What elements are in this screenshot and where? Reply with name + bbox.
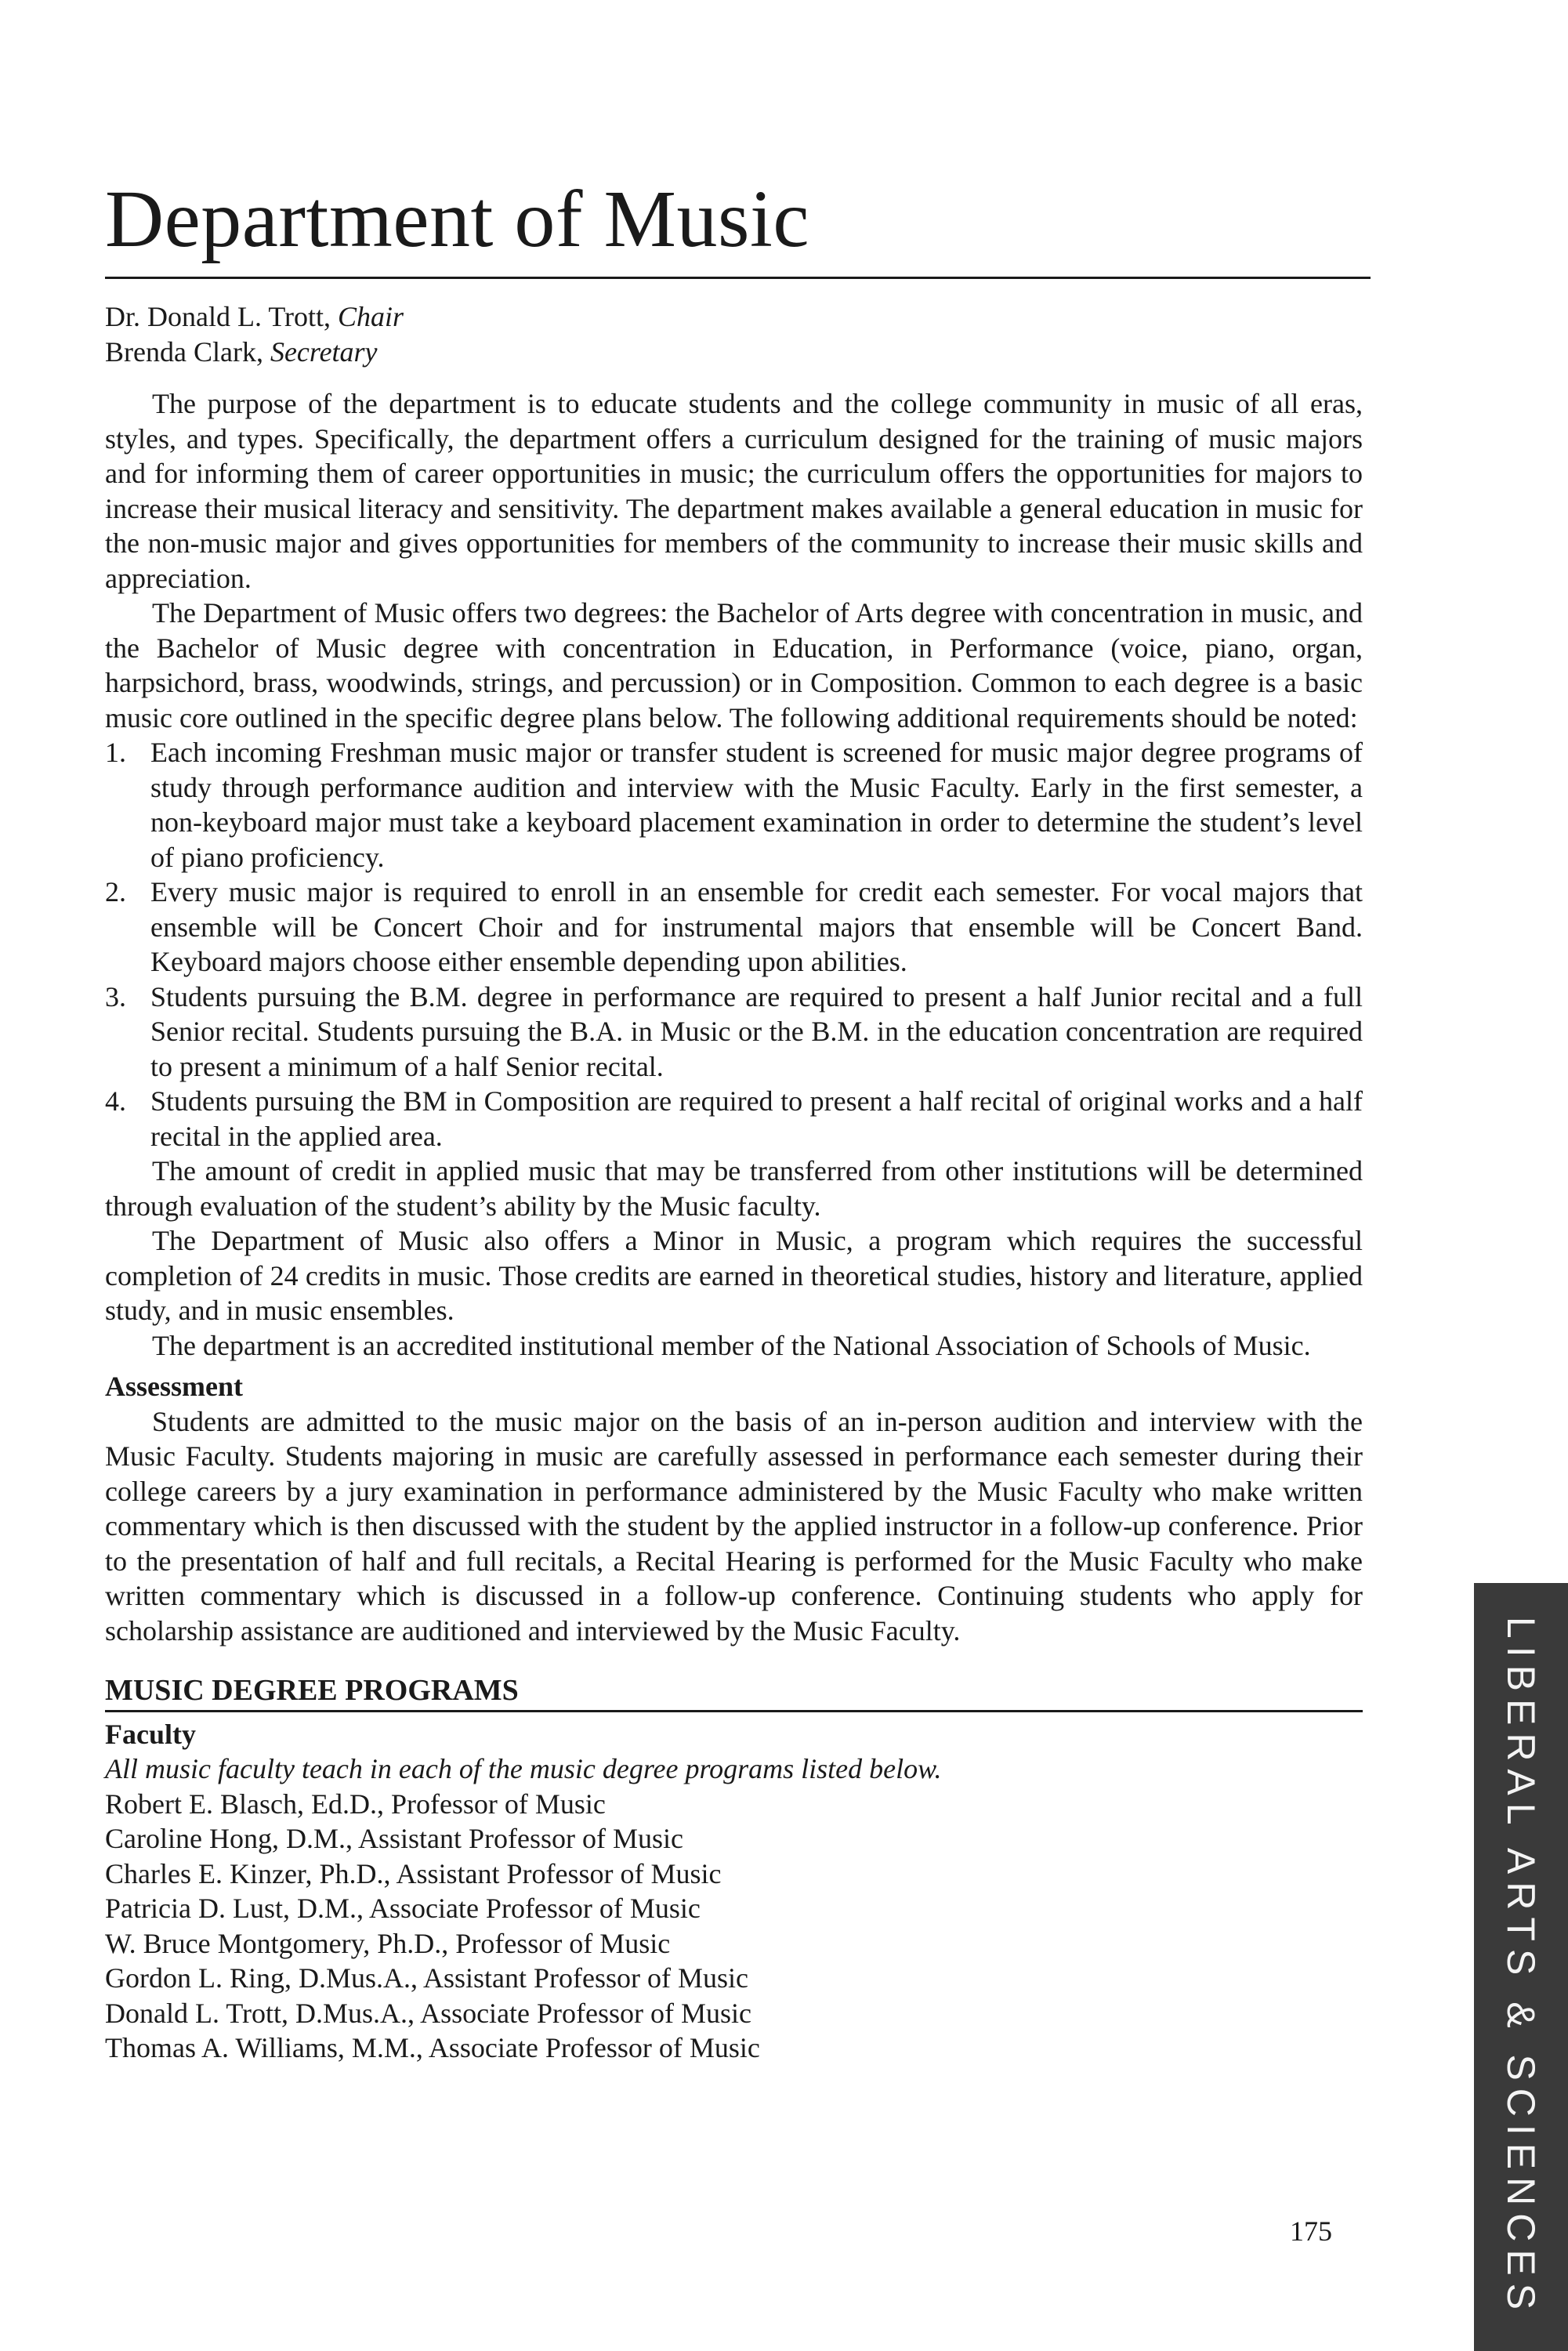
- requirement-item: [105, 875, 1363, 980]
- requirement-text: Students pursuing the BM in Composition are required to present a half recital of original works and a half recital in the applied area.: [150, 1085, 1363, 1152]
- faculty-member: Gordon L. Ring, D.Mus.A., Assistant Professor of Music: [105, 1962, 749, 1994]
- main-content: [105, 299, 1363, 2066]
- degree-programs-heading: MUSIC DEGREE PROGRAMS: [105, 1673, 1363, 1712]
- faculty-heading: Faculty: [105, 1718, 196, 1750]
- requirement-item: [105, 1084, 1363, 1154]
- requirement-number: 4.: [105, 1085, 126, 1117]
- requirement-item: [105, 980, 1363, 1085]
- assessment-paragraph: Students are admitted to the music major on the basis of an in-person audition and interview with the Music Faculty. Students majoring in music are carefully assessed in performance each semester during their college careers by a jury examination in performance administered by the Music Faculty who make written commentary which is then discussed with the student by the applied instructor in a follow-up conference. Prior to the presentation of half and full recitals, a Recital Hearing is performed for the Music Faculty who make written commentary which is discussed in a follow-up conference. Continuing students who apply for scholarship assistance are auditioned and interviewed by the Music Faculty.: [105, 1405, 1363, 1646]
- accreditation-paragraph: The department is an accredited institutional member of the National Association of Schools of Music.: [152, 1329, 1311, 1361]
- staff-chair: [105, 299, 1363, 335]
- staff-chair-role: Chair: [338, 301, 404, 332]
- side-tab-label: LIBERAL ARTS & SCIENCES: [1499, 1616, 1543, 2318]
- staff-secretary: [105, 335, 1363, 370]
- faculty-member: Charles E. Kinzer, Ph.D., Assistant Professor of Music: [105, 1857, 722, 1889]
- requirement-item: [105, 735, 1363, 875]
- faculty-member: Robert E. Blasch, Ed.D., Professor of Music: [105, 1788, 606, 1820]
- requirement-number: 3.: [105, 980, 126, 1012]
- faculty-member: W. Bruce Montgomery, Ph.D., Professor of Music: [105, 1927, 671, 1959]
- requirement-text: Students pursuing the B.M. degree in performance are required to present a half Junior recital and a full Senior recital. Students pursuing the B.A. in Music or the B.M. in the education concentration are required to present a minimum of a half Senior recital.: [150, 980, 1363, 1082]
- staff-secretary-role: Secretary: [270, 335, 378, 368]
- requirements-list: [105, 735, 1363, 1154]
- faculty-member: Thomas A. Williams, M.M., Associate Professor of Music: [105, 2032, 760, 2063]
- requirement-number: 1.: [105, 737, 126, 768]
- page-number: 175: [1290, 2215, 1332, 2247]
- faculty-member: Patricia D. Lust, D.M., Associate Professor of Music: [105, 1893, 701, 1924]
- page-title: Department of Music: [105, 174, 810, 264]
- faculty-member: Caroline Hong, D.M., Assistant Professor of Music: [105, 1823, 683, 1854]
- requirement-number: 2.: [105, 876, 126, 907]
- staff-secretary-name: Brenda Clark,: [105, 335, 270, 368]
- intro-paragraph-degrees: The Department of Music offers two degrees: the Bachelor of Arts degree with concentration in music, and the Bachelor of Music degree with concentration in Education, in Performance (voice, piano, organ, harpsichord, brass, woodwinds, strings, and percussion) or in Composition. Common to each degree is a basic music core outlined in the specific degree plans below. The following additional requirements should be noted:: [105, 597, 1363, 734]
- title-rule: [105, 277, 1371, 279]
- intro-paragraph-purpose: The purpose of the department is to educate students and the college community in music of all eras, styles, and types. Specifically, the department offers a curriculum designed for the training of music majors and for informing them of career opportunities in music; the curriculum offers the opportunities for majors to increase their musical literacy and sensitivity. The department makes available a general education in music for the non-music major and gives opportunities for members of the community to increase their music skills and appreciation.: [105, 388, 1363, 594]
- transfer-credit-paragraph: The amount of credit in applied music that may be transferred from other institutions will be determined through evaluation of the student’s ability by the Music faculty.: [105, 1155, 1363, 1222]
- faculty-note: All music faculty teach in each of the music degree programs listed below.: [105, 1753, 942, 1784]
- assessment-heading: Assessment: [105, 1371, 243, 1402]
- minor-paragraph: The Department of Music also offers a Minor in Music, a program which requires the successful completion of 24 credits in music. Those credits are earned in theoretical studies, history and literature, applied study, and in music ensembles.: [105, 1225, 1363, 1326]
- staff-chair-name: Dr. Donald L. Trott,: [105, 301, 339, 332]
- section-side-tab: [1474, 1583, 1568, 2351]
- requirement-text: Each incoming Freshman music major or transfer student is screened for music major degree programs of study through performance audition and interview with the Music Faculty. Early in the first semester, a non-keyboard major must take a keyboard placement examination in order to determine the student’s level of piano proficiency.: [150, 737, 1363, 873]
- requirement-text: Every music major is required to enroll in an ensemble for credit each semester. For vocal majors that ensemble will be Concert Choir and for instrumental majors that ensemble will be Concert Band. Keyboard majors choose either ensemble depending upon abilities.: [150, 876, 1363, 977]
- faculty-member: Donald L. Trott, D.Mus.A., Associate Professor of Music: [105, 1997, 751, 2029]
- faculty-list: [105, 1787, 1363, 2066]
- staff-list: [105, 299, 1363, 369]
